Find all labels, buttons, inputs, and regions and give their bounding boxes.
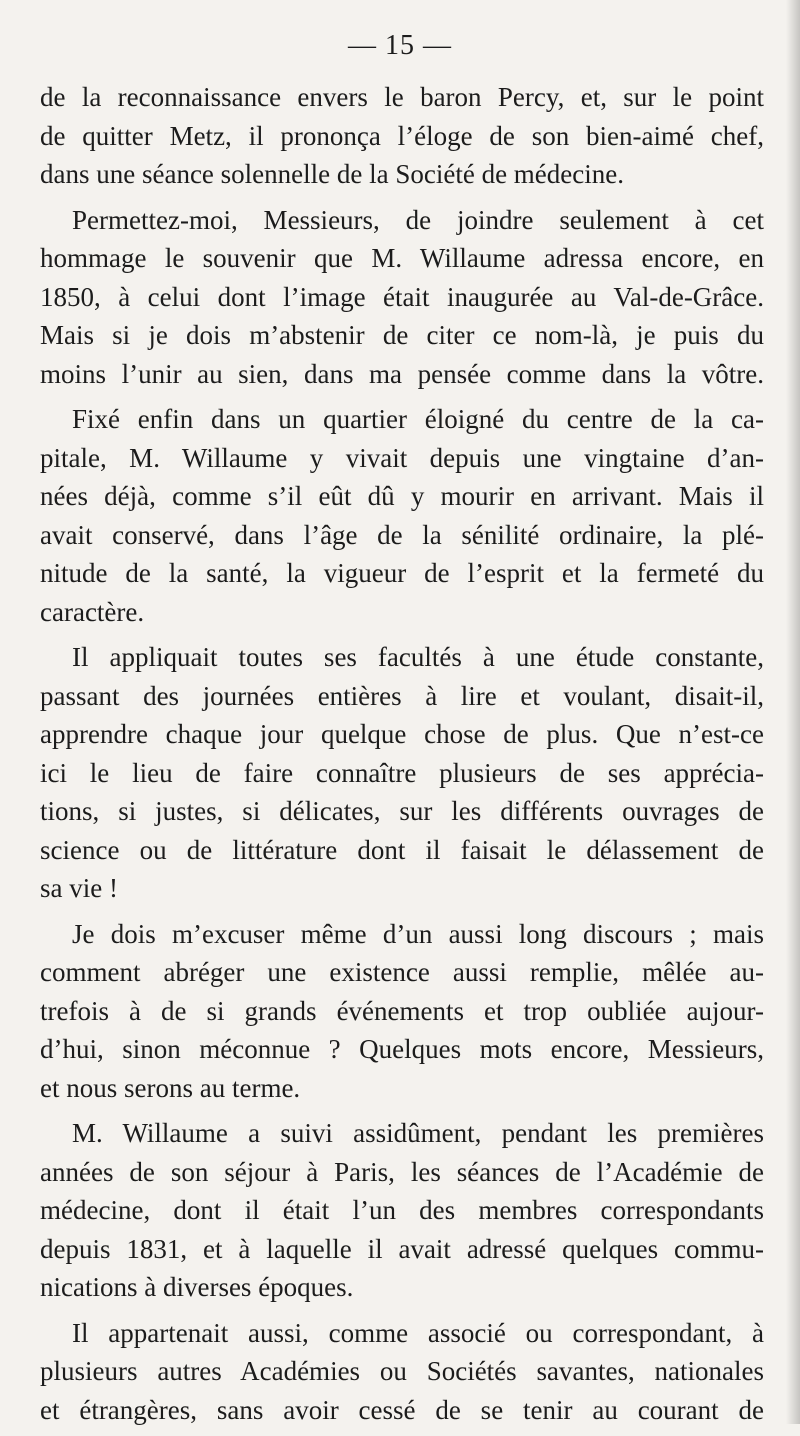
text-line: science ou de littérature dont il faisait le délassement de: [40, 834, 764, 865]
text-line: Fixé enfin dans un quartier éloigné du centre de la ca-: [72, 404, 764, 434]
text-line: plusieurs autres Académies ou Sociétés savantes, nationales: [40, 1356, 764, 1386]
paragraph-1: [40, 78, 764, 194]
text-line: et étrangères, sans avoir cessé de se tenir au courant de: [40, 1394, 764, 1425]
text-line: ici le lieu de faire connaître plusieurs de ses apprécia-: [40, 757, 764, 788]
paragraph-5: [40, 915, 764, 1108]
text-line: médecine, dont il était l’un des membres correspondants: [40, 1195, 764, 1225]
text-line: Il appartenait aussi, comme associé ou correspondant, à: [72, 1317, 764, 1348]
text-body: [40, 78, 764, 1436]
paragraph-3: [40, 400, 764, 631]
text-line: Mais si je dois m’abstenir de citer ce nom-là, je puis du: [40, 320, 764, 350]
text-line: Je dois m’excuser même d’un aussi long discours ; mais: [72, 918, 764, 949]
page-number: — 15 —: [348, 30, 452, 61]
text-line: et nous serons au terme.: [40, 1072, 301, 1103]
text-line: pitale, M. Willaume y vivait depuis une vingtaine d’an-: [40, 442, 764, 473]
text-line: 1850, à celui dont l’image était inaugurée au Val-de-Grâce.: [40, 281, 764, 312]
text-line: passant des journées entières à lire et voulant, disait-il,: [40, 680, 764, 711]
text-line: trefois à de si grands événements et trop oubliée aujour-: [40, 995, 764, 1026]
paragraph-7: [40, 1314, 764, 1430]
text-line: depuis 1831, et à laquelle il avait adressé quelques commu-: [40, 1233, 764, 1264]
text-line: nées déjà, comme s’il eût dû y mourir en arrivant. Mais il: [40, 481, 764, 511]
text-line: d’hui, sinon méconnue ? Quelques mots encore, Messieurs,: [40, 1034, 764, 1064]
text-line: avait conservé, dans l’âge de la sénilité ordinaire, la plé-: [40, 519, 764, 550]
text-line: Il appliquait toutes ses facultés à une étude constante,: [72, 642, 764, 672]
text-line: Permettez-moi, Messieurs, de joindre seulement à cet: [72, 204, 764, 235]
paragraph-6: [40, 1114, 764, 1307]
text-line: comment abréger une existence aussi remplie, mêlée au-: [40, 957, 764, 987]
text-line: dans une séance solennelle de la Société de médecine.: [40, 159, 624, 189]
text-line: moins l’unir au sien, dans ma pensée comme dans la vôtre.: [40, 358, 764, 389]
text-line: apprendre chaque jour quelque chose de plus. Que n’est-ce: [40, 719, 764, 749]
text-line: hommage le souvenir que M. Willaume adressa encore, en: [40, 243, 764, 273]
text-line: tions, si justes, si délicates, sur les différents ouvrages de: [40, 796, 764, 826]
page-edge-shadow: [786, 0, 800, 1424]
paragraph-2: [40, 201, 764, 394]
text-line: de la reconnaissance envers le baron Percy, et, sur le point: [40, 82, 764, 112]
paragraph-4: [40, 638, 764, 908]
text-line: nications à diverses époques.: [40, 1272, 354, 1302]
text-line: sa vie !: [40, 873, 118, 903]
text-line: de quitter Metz, il prononça l’éloge de son bien-aimé chef,: [40, 120, 764, 151]
text-line: caractère.: [40, 596, 145, 627]
text-line: M. Willaume a suivi assidûment, pendant les premières: [72, 1118, 764, 1148]
text-line: nitude de la santé, la vigueur de l’esprit et la fermeté du: [40, 558, 764, 588]
text-line: années de son séjour à Paris, les séances de l’Académie de: [40, 1156, 764, 1187]
